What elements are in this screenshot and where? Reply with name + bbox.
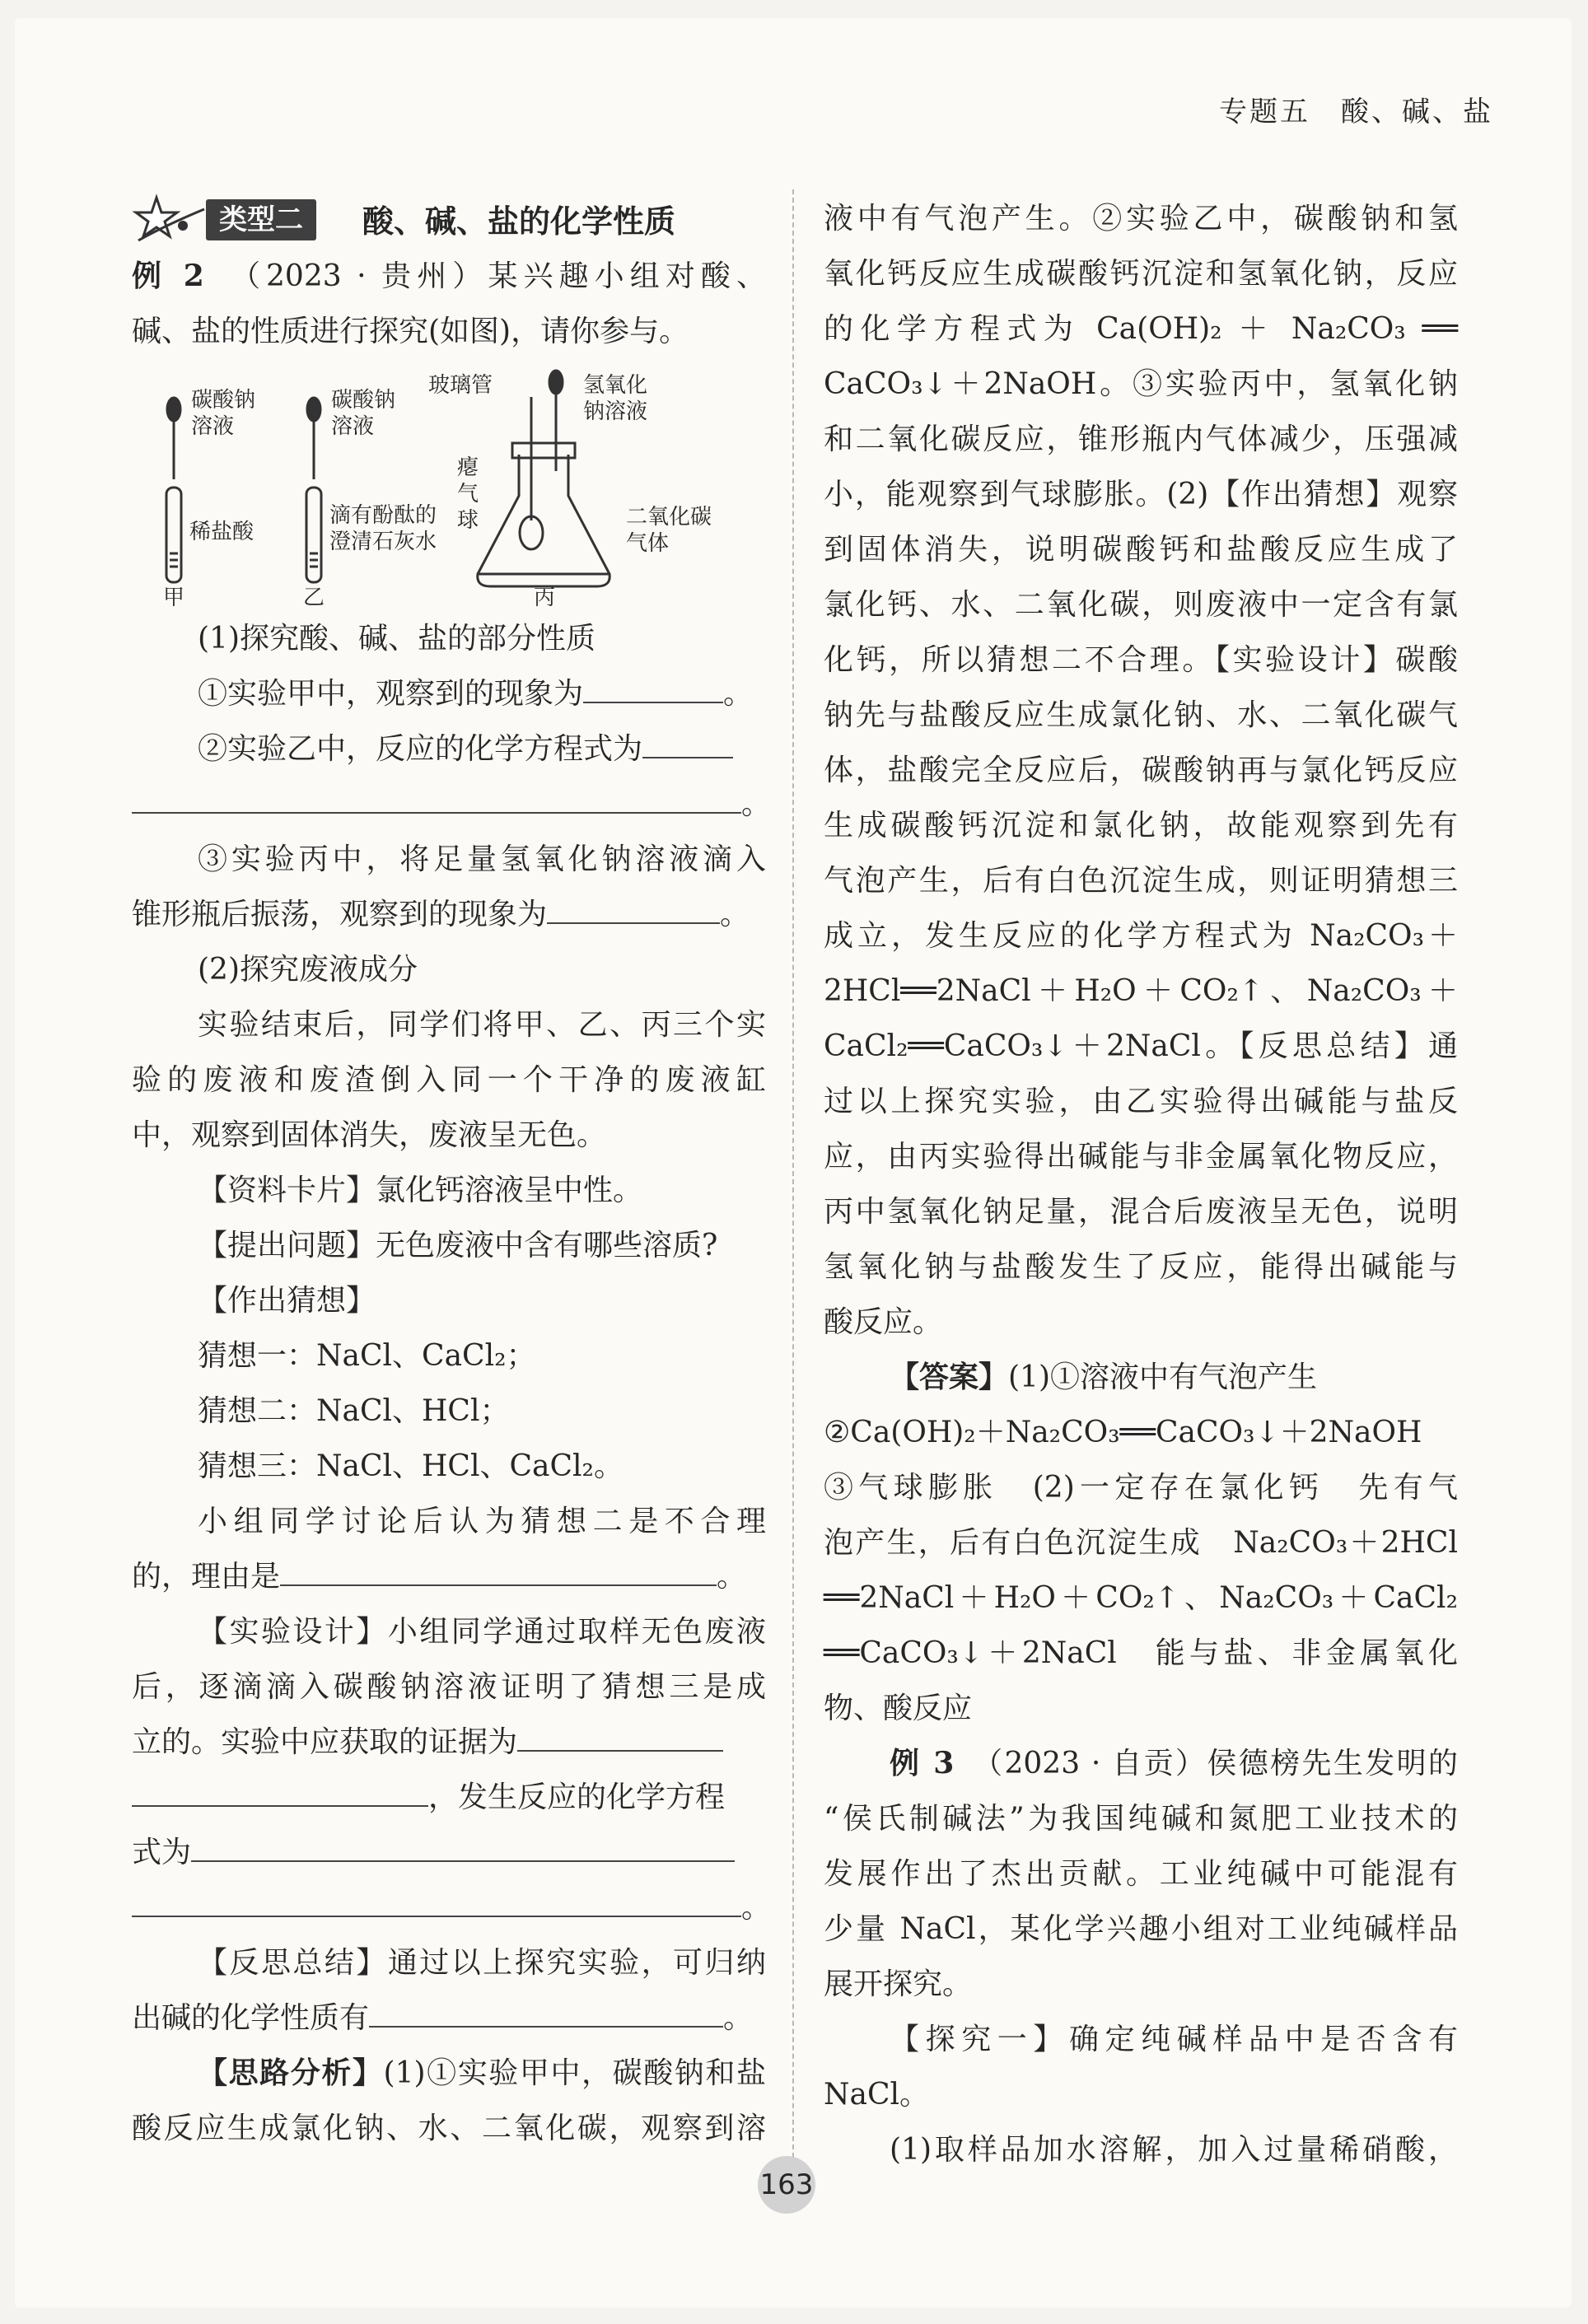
co2-label: 二氧化碳 气体 xyxy=(626,505,712,556)
design-line-6: 。 xyxy=(132,1880,766,1935)
analysis-cont-10: 钠先与盐酸反应生成氯化钠、水、二氧化碳气 xyxy=(824,698,1458,732)
example-3-line-1: 例 3 （2023 · 自贡）侯德榜先生发明的 xyxy=(890,1746,1458,1780)
jia-name-label: 甲 xyxy=(163,586,185,610)
question-1: (1)探究酸、碱、盐的部分性质 xyxy=(198,622,596,656)
analysis-cont-19: 丙中氢氧化钠足量，混合后废液呈无色，说明 xyxy=(824,1195,1458,1229)
answer-line-1: 【答案】(1)①溶液中有气泡产生 xyxy=(890,1360,1318,1394)
example-2-label: 例 2 xyxy=(132,259,204,293)
paragraph-line-1: 实验结束后，同学们将甲、乙、丙三个实 xyxy=(198,1008,766,1042)
analysis-cont-6: 小，能观察到气球膨胀。(2)【作出猜想】观察 xyxy=(824,478,1458,511)
right-column xyxy=(824,191,1458,2177)
ask-question: 【提出问题】无色废液中含有哪些溶质? xyxy=(198,1229,718,1262)
guess-2: 猜想二：NaCl、HCl； xyxy=(198,1394,510,1428)
analysis-cont-17: 过以上探究实验，由乙实验得出碱能与盐反 xyxy=(824,1085,1458,1118)
reflection-line-2: 出碱的化学性质有 。 xyxy=(132,1990,766,2046)
discussion-line-2: 的，理由是 。 xyxy=(132,1549,766,1604)
question-1b: ②实验乙中，反应的化学方程式为 xyxy=(132,721,766,777)
guess-1: 猜想一：NaCl、CaCl₂； xyxy=(198,1339,536,1373)
yi-top-label: 碳酸钠 溶液 xyxy=(331,388,396,439)
guess-3: 猜想三：NaCl、HCl、CaCl₂。 xyxy=(198,1449,624,1483)
data-card: 【资料卡片】氯化钙溶液呈中性。 xyxy=(198,1174,643,1207)
analysis-cont-8: 氯化钙、水、二氧化碳，则废液中一定含有氯 xyxy=(824,588,1458,622)
jia-bottom-label: 稀盐酸 xyxy=(189,520,255,544)
yi-bottom-label: 滴有酚酞的 澄清石灰水 xyxy=(329,503,437,554)
section-title: 酸、碱、盐的化学性质 xyxy=(362,203,676,240)
type-badge: 类型二 xyxy=(206,199,316,240)
analysis-cont-5: 和二氧化碳反应，锥形瓶内气体减少，压强减 xyxy=(824,422,1458,456)
column-divider xyxy=(792,189,794,2166)
answer-blank[interactable] xyxy=(191,1827,735,1862)
reflection-line-1: 【反思总结】通过以上探究实验，可归纳 xyxy=(198,1946,766,1980)
analysis-cont-21: 酸反应。 xyxy=(824,1305,943,1339)
question-1b-cont: 。 xyxy=(132,777,766,832)
question-1a: ①实验甲中，观察到的现象为 。 xyxy=(132,666,766,721)
answer-line-7: 物、酸反应 xyxy=(824,1692,973,1725)
analysis-cont-16: CaCl₂══CaCO₃↓＋2NaCl。【反思总结】通 xyxy=(824,1029,1458,1063)
test-tube-jia xyxy=(166,398,181,582)
discussion-line-1: 小组同学讨论后认为猜想二是不合理 xyxy=(198,1505,766,1538)
example-3-line-8: (1)取样品加水溶解，加入过量稀硝酸， xyxy=(890,2133,1458,2167)
analysis-cont-15: 2HCl══2NaCl＋H₂O＋CO₂↑、Na₂CO₃＋ xyxy=(824,974,1458,1008)
analysis-cont-18: 应，由丙实验得出碱能与非金属氧化物反应， xyxy=(824,1140,1458,1174)
answer-line-4: 泡产生，后有白色沉淀生成 Na₂CO₃＋2HCl xyxy=(824,1526,1458,1560)
answer-blank[interactable] xyxy=(280,1552,717,1586)
guess-heading: 【作出猜想】 xyxy=(198,1284,376,1318)
example-2-text: （2023 · 贵州）某兴趣小组对酸、 xyxy=(245,259,766,293)
paragraph-line-2: 验的废液和废渣倒入同一个干净的废液缸 xyxy=(132,1063,766,1097)
analysis-cont-13: 气泡产生，后有白色沉淀生成，则证明猜想三 xyxy=(824,864,1458,898)
example-2-line-2: 碱、盐的性质进行探究(如图)，请你参与。 xyxy=(132,315,689,348)
analysis-cont-4: CaCO₃↓＋2NaOH。③实验丙中，氢氧化钠 xyxy=(824,367,1458,401)
analysis-cont-11: 体，盐酸完全反应后，碳酸钠再与氯化钙反应 xyxy=(824,754,1458,787)
running-header: 专题五 酸、碱、盐 xyxy=(1219,96,1493,128)
left-column xyxy=(132,191,772,2156)
analysis-cont-7: 到固体消失，说明碳酸钙和盐酸反应生成了 xyxy=(824,533,1458,567)
example-3-line-4: 少量 NaCl，某化学兴趣小组对工业纯碱样品 xyxy=(824,1912,1458,1946)
star-icon xyxy=(132,193,208,245)
question-1c-line-2: 锥形瓶后振荡，观察到的现象为 。 xyxy=(132,887,766,942)
bing-name-label: 丙 xyxy=(534,586,556,610)
experiment-figure xyxy=(132,364,766,610)
paragraph-line-3: 中，观察到固体消失，废液呈无色。 xyxy=(132,1118,607,1152)
yi-name-label: 乙 xyxy=(303,586,325,610)
page-number: 163 xyxy=(758,2156,815,2214)
design-line-2: 后，逐滴滴入碳酸钠溶液证明了猜想三是成 xyxy=(132,1670,766,1704)
naoh-label: 氢氧化 钠溶液 xyxy=(583,373,648,424)
analysis-cont-1: 液中有气泡产生。②实验乙中，碳酸钠和氢 xyxy=(824,202,1458,236)
answer-line-2: ②Ca(OH)₂＋Na₂CO₃══CaCO₃↓＋2NaOH xyxy=(824,1416,1422,1449)
answer-line-3: ③气球膨胀 (2)一定存在氯化钙 先有气 xyxy=(824,1471,1458,1505)
example-3-line-6: 【探究一】确定纯碱样品中是否含有 xyxy=(890,2023,1458,2056)
analysis-cont-20: 氢氧化钠与盐酸发生了反应，能得出碱能与 xyxy=(824,1250,1458,1284)
example-3-line-7: NaCl。 xyxy=(824,2078,930,2112)
answer-blank[interactable] xyxy=(547,889,720,924)
answer-blank[interactable] xyxy=(583,669,723,703)
answer-blank[interactable] xyxy=(132,779,741,814)
analysis-cont-9: 化钙，所以猜想二不合理。【实验设计】碳酸 xyxy=(824,643,1458,677)
answer-line-5: ══2NaCl＋H₂O＋CO₂↑、Na₂CO₃＋CaCl₂ xyxy=(824,1581,1458,1615)
glass-tube-label: 玻璃管 xyxy=(428,373,493,398)
analysis-cont-14: 成立，发生反应的化学方程式为 Na₂CO₃＋ xyxy=(824,919,1458,953)
analysis-line-1: 【思路分析】(1)①实验甲中，碳酸钠和盐 xyxy=(198,2056,766,2090)
jia-top-label: 碳酸钠 溶液 xyxy=(191,388,256,439)
design-line-3: 立的。实验中应获取的证据为 xyxy=(132,1715,766,1770)
design-line-1: 【实验设计】小组同学通过取样无色废液 xyxy=(198,1615,766,1649)
answer-blank[interactable] xyxy=(369,1993,723,2028)
section-heading xyxy=(132,191,766,249)
design-line-5: 式为 xyxy=(132,1825,766,1880)
answer-blank[interactable] xyxy=(132,1883,741,1917)
answer-blank[interactable] xyxy=(642,724,733,758)
analysis-cont-12: 生成碳酸钙沉淀和氯化钠，故能观察到先有 xyxy=(824,809,1458,842)
example-3-line-2: “侯氏制碱法”为我国纯碱和氮肥工业技术的 xyxy=(824,1802,1458,1836)
answer-line-6: ══CaCO₃↓＋2NaCl 能与盐、非金属氧化 xyxy=(824,1636,1458,1670)
answer-blank[interactable] xyxy=(517,1717,723,1752)
analysis-cont-3: 的化学方程式为 Ca(OH)₂ ＋ Na₂CO₃ ══ xyxy=(824,312,1458,346)
design-line-4: ，发生反应的化学方程 xyxy=(132,1770,766,1825)
example-2-line-1 xyxy=(132,249,766,304)
example-3-line-3: 发展作出了杰出贡献。工业纯碱中可能混有 xyxy=(824,1857,1458,1891)
question-1c-line-1: ③实验丙中，将足量氢氧化钠溶液滴入 xyxy=(198,842,766,876)
question-2: (2)探究废液成分 xyxy=(198,953,418,987)
balloon-label: 瘪 气 球 xyxy=(457,455,479,533)
test-tube-yi xyxy=(306,398,321,582)
answer-blank[interactable] xyxy=(132,1772,428,1807)
analysis-cont-2: 氧化钙反应生成碳酸钙沉淀和氢氧化钠，反应 xyxy=(824,257,1458,291)
example-3-line-5: 展开探究。 xyxy=(824,1967,973,2001)
analysis-line-2: 酸反应生成氯化钠、水、二氧化碳，观察到溶 xyxy=(132,2112,766,2145)
